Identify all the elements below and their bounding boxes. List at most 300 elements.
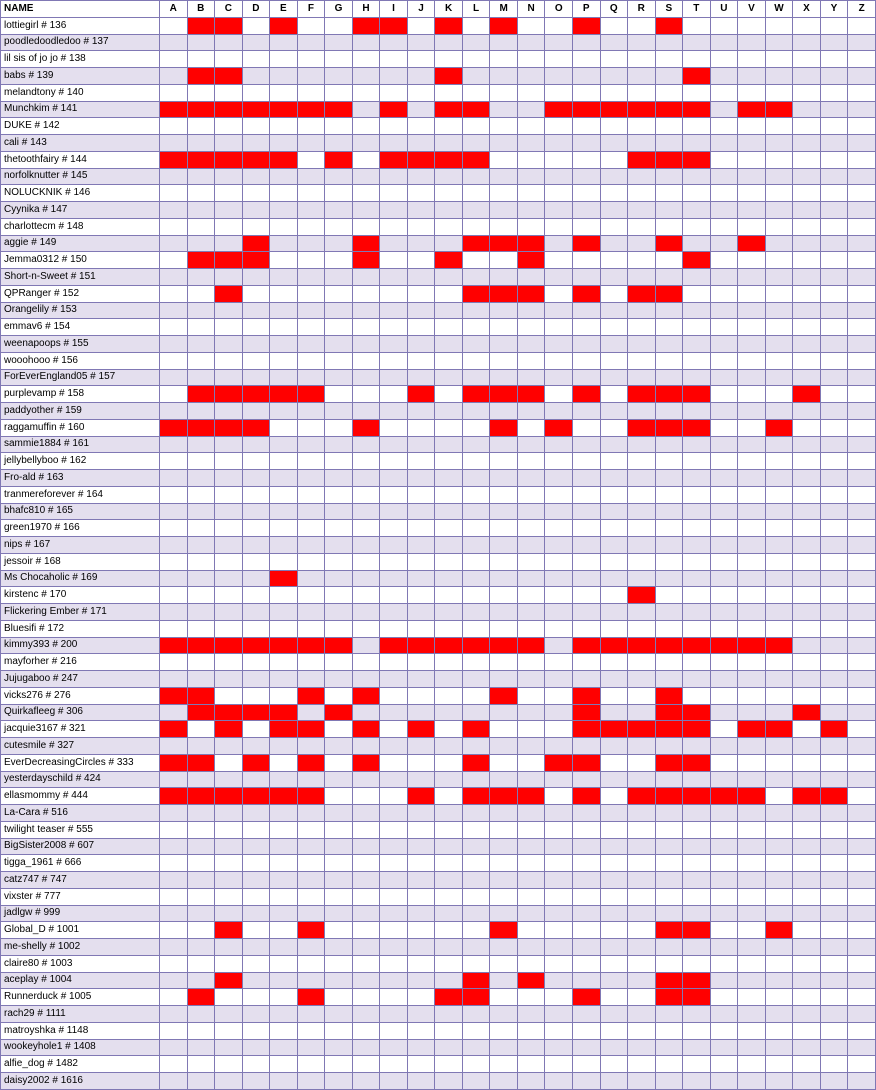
letter-cell-empty (793, 922, 821, 939)
letter-cell-empty (793, 637, 821, 654)
letter-cell-empty (187, 520, 215, 537)
letter-cell-empty (848, 553, 876, 570)
letter-cell-empty (215, 302, 243, 319)
letter-cell-empty (242, 319, 270, 336)
letter-cell-empty (793, 972, 821, 989)
letter-cell-filled (462, 235, 490, 252)
letter-cell-empty (325, 872, 353, 889)
letter-cell-empty (490, 84, 518, 101)
letter-cell-filled (352, 252, 380, 269)
letter-cell-empty (270, 905, 298, 922)
letter-cell-empty (270, 403, 298, 420)
table-row (1, 1073, 876, 1090)
letter-cell-empty (765, 537, 793, 554)
letter-cell-empty (628, 218, 656, 235)
letter-cell-empty (160, 235, 188, 252)
letter-cell-filled (628, 386, 656, 403)
letter-cell-empty (710, 453, 738, 470)
letter-cell-empty (517, 687, 545, 704)
letter-cell-empty (407, 503, 435, 520)
letter-cell-empty (545, 1039, 573, 1056)
letter-cell-empty (435, 687, 463, 704)
letter-cell-empty (710, 771, 738, 788)
letter-cell-empty (572, 939, 600, 956)
letter-cell-empty (215, 855, 243, 872)
letter-cell-empty (380, 1073, 408, 1090)
letter-cell-empty (545, 520, 573, 537)
letter-cell-empty (407, 1073, 435, 1090)
letter-cell-filled (242, 252, 270, 269)
letter-cell-empty (820, 570, 848, 587)
letter-cell-empty (160, 604, 188, 621)
letter-cell-empty (765, 955, 793, 972)
letter-cell-filled (628, 419, 656, 436)
letter-cell-empty (325, 17, 353, 34)
table-row (1, 135, 876, 152)
name-column-header: NAME (1, 1, 160, 18)
letter-cell-empty (187, 738, 215, 755)
letter-cell-empty (655, 319, 683, 336)
letter-cell-empty (628, 553, 656, 570)
table-row (1, 202, 876, 219)
letter-cell-empty (765, 788, 793, 805)
letter-cell-empty (215, 905, 243, 922)
letter-cell-empty (490, 1039, 518, 1056)
table-row (1, 671, 876, 688)
letter-cell-empty (765, 235, 793, 252)
letter-cell-empty (407, 34, 435, 51)
letter-cell-empty (793, 587, 821, 604)
letter-cell-empty (297, 570, 325, 587)
letter-cell-empty (517, 821, 545, 838)
letter-cell-empty (462, 1022, 490, 1039)
letter-cell-empty (187, 369, 215, 386)
letter-cell-empty (242, 738, 270, 755)
letter-cell-empty (407, 620, 435, 637)
letter-column-header-s: S (655, 1, 683, 18)
letter-cell-empty (793, 503, 821, 520)
letter-cell-empty (407, 537, 435, 554)
table-row (1, 470, 876, 487)
player-name-cell: Runnerduck # 1005 (1, 989, 160, 1006)
letter-cell-empty (380, 235, 408, 252)
letter-cell-empty (820, 989, 848, 1006)
letter-cell-empty (600, 218, 628, 235)
letter-cell-filled (738, 235, 766, 252)
letter-cell-empty (600, 202, 628, 219)
letter-cell-empty (435, 419, 463, 436)
letter-cell-empty (517, 302, 545, 319)
letter-cell-empty (435, 302, 463, 319)
letter-cell-empty (407, 872, 435, 889)
letter-cell-empty (380, 972, 408, 989)
table-row (1, 68, 876, 85)
letter-cell-empty (600, 620, 628, 637)
letter-cell-empty (655, 486, 683, 503)
letter-cell-empty (435, 352, 463, 369)
letter-cell-empty (380, 453, 408, 470)
letter-cell-empty (793, 486, 821, 503)
letter-cell-empty (270, 218, 298, 235)
letter-cell-filled (270, 101, 298, 118)
letter-cell-empty (297, 553, 325, 570)
letter-cell-empty (683, 336, 711, 353)
letter-cell-empty (242, 470, 270, 487)
letter-cell-empty (297, 34, 325, 51)
letter-cell-empty (655, 771, 683, 788)
letter-cell-empty (242, 570, 270, 587)
letter-cell-empty (352, 135, 380, 152)
letter-cell-empty (270, 1022, 298, 1039)
letter-cell-empty (820, 470, 848, 487)
letter-cell-empty (738, 453, 766, 470)
letter-cell-empty (325, 821, 353, 838)
letter-cell-empty (517, 520, 545, 537)
letter-cell-empty (545, 51, 573, 68)
letter-cell-empty (187, 721, 215, 738)
letter-cell-empty (242, 821, 270, 838)
letter-cell-empty (628, 989, 656, 1006)
letter-cell-empty (435, 285, 463, 302)
letter-cell-empty (297, 537, 325, 554)
letter-cell-empty (710, 369, 738, 386)
letter-cell-empty (490, 118, 518, 135)
letter-cell-empty (738, 654, 766, 671)
letter-cell-empty (490, 453, 518, 470)
letter-cell-empty (545, 570, 573, 587)
letter-cell-empty (352, 955, 380, 972)
letter-cell-empty (297, 285, 325, 302)
letter-cell-empty (710, 604, 738, 621)
letter-cell-empty (848, 269, 876, 286)
letter-cell-empty (490, 68, 518, 85)
letter-cell-empty (820, 269, 848, 286)
letter-cell-empty (380, 436, 408, 453)
letter-cell-empty (462, 1006, 490, 1023)
table-row (1, 403, 876, 420)
letter-cell-empty (600, 369, 628, 386)
letter-cell-empty (380, 168, 408, 185)
letter-cell-empty (490, 754, 518, 771)
letter-cell-empty (572, 955, 600, 972)
letter-cell-empty (545, 302, 573, 319)
letter-cell-empty (380, 1056, 408, 1073)
letter-cell-empty (793, 202, 821, 219)
letter-cell-filled (352, 17, 380, 34)
letter-cell-empty (297, 352, 325, 369)
letter-cell-empty (793, 319, 821, 336)
letter-cell-empty (270, 302, 298, 319)
letter-cell-empty (793, 336, 821, 353)
letter-cell-empty (793, 1056, 821, 1073)
letter-cell-empty (517, 587, 545, 604)
letter-cell-empty (848, 955, 876, 972)
letter-cell-empty (242, 68, 270, 85)
letter-cell-empty (738, 17, 766, 34)
letter-cell-empty (435, 269, 463, 286)
letter-cell-empty (628, 671, 656, 688)
letter-cell-empty (270, 252, 298, 269)
letter-cell-empty (600, 319, 628, 336)
letter-cell-empty (572, 84, 600, 101)
letter-cell-empty (407, 738, 435, 755)
table-row (1, 704, 876, 721)
letter-cell-empty (242, 872, 270, 889)
letter-cell-empty (517, 955, 545, 972)
letter-cell-empty (545, 17, 573, 34)
table-row (1, 687, 876, 704)
letter-cell-empty (710, 1006, 738, 1023)
letter-cell-empty (242, 118, 270, 135)
table-row (1, 553, 876, 570)
letter-cell-empty (407, 754, 435, 771)
letter-cell-empty (270, 855, 298, 872)
letter-cell-empty (160, 922, 188, 939)
letter-cell-empty (270, 319, 298, 336)
letter-cell-empty (462, 570, 490, 587)
letter-cell-empty (270, 369, 298, 386)
letter-cell-empty (325, 403, 353, 420)
letter-cell-empty (600, 905, 628, 922)
letter-cell-empty (407, 989, 435, 1006)
letter-cell-empty (462, 888, 490, 905)
letter-cell-filled (600, 101, 628, 118)
letter-cell-empty (820, 637, 848, 654)
letter-cell-empty (187, 486, 215, 503)
letter-cell-filled (683, 989, 711, 1006)
letter-cell-empty (435, 1022, 463, 1039)
letter-cell-empty (352, 369, 380, 386)
letter-cell-empty (160, 570, 188, 587)
letter-cell-filled (297, 989, 325, 1006)
letter-cell-empty (517, 336, 545, 353)
letter-cell-filled (517, 386, 545, 403)
letter-cell-empty (517, 771, 545, 788)
letter-cell-empty (600, 252, 628, 269)
letter-cell-empty (655, 587, 683, 604)
letter-cell-empty (683, 905, 711, 922)
letter-cell-filled (270, 637, 298, 654)
letter-cell-empty (462, 520, 490, 537)
letter-cell-empty (435, 486, 463, 503)
letter-cell-empty (628, 34, 656, 51)
letter-cell-empty (793, 570, 821, 587)
letter-cell-filled (215, 151, 243, 168)
letter-cell-empty (435, 503, 463, 520)
letter-cell-empty (517, 905, 545, 922)
letter-cell-empty (545, 1006, 573, 1023)
letter-cell-empty (793, 285, 821, 302)
letter-cell-empty (710, 135, 738, 152)
letter-cell-empty (407, 838, 435, 855)
letter-cell-empty (820, 553, 848, 570)
letter-cell-empty (270, 1039, 298, 1056)
letter-cell-empty (160, 486, 188, 503)
letter-cell-empty (765, 486, 793, 503)
letter-cell-empty (187, 872, 215, 889)
letter-cell-empty (572, 369, 600, 386)
player-name-cell: ForEverEngland05 # 157 (1, 369, 160, 386)
letter-cell-empty (738, 520, 766, 537)
letter-cell-filled (435, 252, 463, 269)
letter-cell-filled (325, 637, 353, 654)
letter-cell-empty (710, 202, 738, 219)
player-name-cell: ellasmommy # 444 (1, 788, 160, 805)
letter-cell-empty (242, 671, 270, 688)
letter-cell-empty (325, 51, 353, 68)
table-row (1, 34, 876, 51)
letter-cell-empty (655, 202, 683, 219)
letter-cell-empty (655, 1056, 683, 1073)
letter-cell-filled (490, 17, 518, 34)
letter-cell-empty (407, 654, 435, 671)
letter-cell-empty (545, 168, 573, 185)
letter-cell-empty (352, 51, 380, 68)
letter-cell-empty (545, 838, 573, 855)
letter-cell-filled (270, 17, 298, 34)
letter-cell-empty (490, 185, 518, 202)
letter-cell-empty (352, 168, 380, 185)
letter-cell-filled (572, 17, 600, 34)
letter-cell-empty (710, 168, 738, 185)
letter-cell-empty (270, 939, 298, 956)
letter-cell-empty (352, 436, 380, 453)
letter-cell-empty (352, 68, 380, 85)
letter-cell-empty (710, 888, 738, 905)
letter-cell-empty (187, 972, 215, 989)
letter-cell-empty (572, 671, 600, 688)
letter-cell-filled (765, 637, 793, 654)
player-name-cell: alfie_dog # 1482 (1, 1056, 160, 1073)
letter-cell-empty (215, 369, 243, 386)
table-row (1, 1056, 876, 1073)
letter-cell-empty (462, 269, 490, 286)
letter-cell-empty (600, 939, 628, 956)
letter-cell-empty (600, 553, 628, 570)
letter-cell-empty (160, 68, 188, 85)
letter-cell-empty (628, 269, 656, 286)
letter-cell-empty (215, 771, 243, 788)
letter-cell-empty (545, 218, 573, 235)
letter-cell-empty (710, 84, 738, 101)
letter-cell-empty (407, 84, 435, 101)
letter-cell-empty (325, 939, 353, 956)
letter-cell-empty (545, 637, 573, 654)
letter-cell-empty (462, 604, 490, 621)
letter-cell-empty (270, 654, 298, 671)
letter-cell-empty (683, 738, 711, 755)
table-row (1, 252, 876, 269)
letter-cell-filled (683, 704, 711, 721)
letter-cell-empty (572, 587, 600, 604)
letter-cell-empty (517, 101, 545, 118)
letter-cell-filled (297, 922, 325, 939)
player-name-cell: me-shelly # 1002 (1, 939, 160, 956)
letter-cell-empty (600, 352, 628, 369)
letter-cell-empty (242, 905, 270, 922)
player-name-cell: DUKE # 142 (1, 118, 160, 135)
letter-cell-empty (848, 218, 876, 235)
letter-cell-empty (160, 855, 188, 872)
letter-cell-empty (848, 151, 876, 168)
player-name-cell: raggamuffin # 160 (1, 419, 160, 436)
letter-cell-empty (848, 821, 876, 838)
letter-cell-empty (628, 738, 656, 755)
letter-cell-empty (270, 470, 298, 487)
letter-cell-empty (325, 1006, 353, 1023)
letter-cell-empty (848, 51, 876, 68)
letter-cell-empty (435, 604, 463, 621)
letter-cell-filled (215, 285, 243, 302)
letter-cell-filled (600, 637, 628, 654)
letter-cell-empty (710, 403, 738, 420)
letter-cell-empty (325, 570, 353, 587)
player-name-cell: cali # 143 (1, 135, 160, 152)
letter-cell-empty (545, 319, 573, 336)
letter-cell-empty (490, 352, 518, 369)
letter-cell-empty (765, 738, 793, 755)
letter-cell-empty (215, 1022, 243, 1039)
letter-cell-empty (710, 805, 738, 822)
letter-cell-empty (572, 1039, 600, 1056)
letter-cell-empty (187, 135, 215, 152)
letter-cell-empty (270, 537, 298, 554)
letter-cell-empty (710, 352, 738, 369)
letter-cell-empty (572, 419, 600, 436)
letter-cell-empty (270, 989, 298, 1006)
letter-cell-empty (407, 369, 435, 386)
letter-cell-empty (435, 587, 463, 604)
letter-cell-empty (628, 855, 656, 872)
letter-cell-empty (765, 252, 793, 269)
letter-cell-empty (435, 185, 463, 202)
letter-cell-empty (160, 118, 188, 135)
letter-cell-empty (600, 17, 628, 34)
letter-cell-empty (435, 704, 463, 721)
letter-cell-empty (738, 218, 766, 235)
letter-cell-empty (380, 537, 408, 554)
letter-cell-empty (215, 805, 243, 822)
letter-cell-empty (380, 771, 408, 788)
letter-cell-empty (545, 939, 573, 956)
letter-cell-empty (187, 888, 215, 905)
letter-cell-empty (683, 352, 711, 369)
letter-cell-empty (765, 285, 793, 302)
letter-cell-empty (600, 838, 628, 855)
letter-cell-empty (738, 989, 766, 1006)
letter-cell-empty (628, 1006, 656, 1023)
letter-cell-empty (160, 587, 188, 604)
letter-cell-empty (242, 838, 270, 855)
letter-cell-empty (160, 269, 188, 286)
letter-cell-empty (655, 168, 683, 185)
letter-cell-empty (848, 1073, 876, 1090)
letter-cell-empty (572, 855, 600, 872)
letter-cell-empty (545, 872, 573, 889)
letter-cell-empty (545, 771, 573, 788)
letter-cell-empty (628, 838, 656, 855)
letter-cell-empty (407, 855, 435, 872)
letter-cell-empty (187, 604, 215, 621)
letter-cell-empty (517, 1039, 545, 1056)
letter-cell-filled (187, 101, 215, 118)
letter-cell-empty (352, 738, 380, 755)
letter-cell-empty (655, 218, 683, 235)
letter-cell-empty (490, 101, 518, 118)
letter-cell-empty (490, 1022, 518, 1039)
letter-cell-empty (352, 821, 380, 838)
letter-cell-empty (820, 939, 848, 956)
